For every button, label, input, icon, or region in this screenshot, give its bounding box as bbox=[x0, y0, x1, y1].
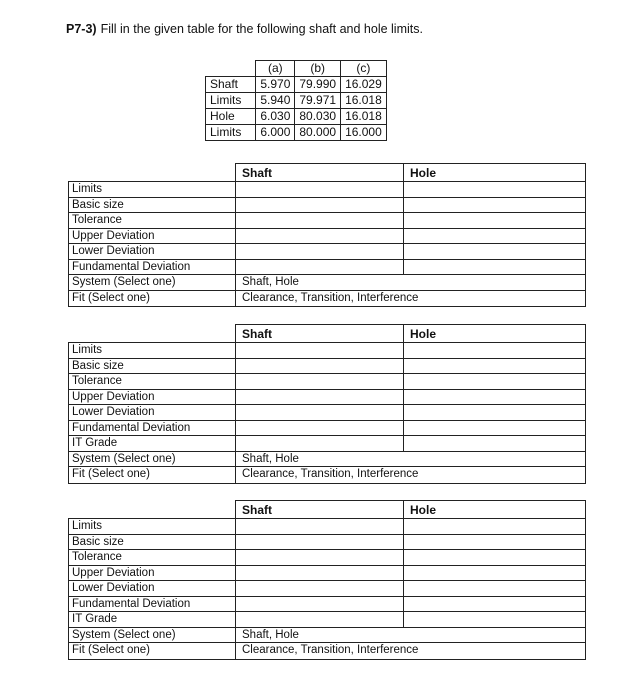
row-label: Basic size bbox=[69, 198, 236, 214]
answer-row bbox=[236, 244, 585, 260]
hole-answer-cell[interactable] bbox=[404, 359, 585, 374]
shaft-answer-cell[interactable] bbox=[236, 597, 404, 612]
limits-header: (b) bbox=[295, 61, 341, 77]
hole-answer-cell[interactable] bbox=[404, 198, 585, 213]
limits-row-label: Limits bbox=[206, 125, 256, 141]
hole-column-header: Hole bbox=[410, 327, 437, 341]
shaft-answer-cell[interactable] bbox=[236, 566, 404, 581]
limits-row bbox=[206, 77, 387, 93]
answer-grid bbox=[235, 163, 586, 307]
fit-options[interactable]: Clearance, Transition, Interference bbox=[242, 468, 419, 480]
limits-header: (a) bbox=[256, 61, 295, 77]
limits-header-row bbox=[206, 61, 387, 77]
limits-value: 16.000 bbox=[341, 125, 387, 141]
hole-answer-cell[interactable] bbox=[404, 390, 585, 405]
limits-row bbox=[206, 109, 387, 125]
answer-row bbox=[236, 519, 585, 535]
row-label: Upper Deviation bbox=[69, 566, 236, 582]
row-label: Limits bbox=[69, 182, 236, 198]
answer-row bbox=[236, 405, 585, 421]
limits-row bbox=[206, 93, 387, 109]
row-label: Fundamental Deviation bbox=[69, 597, 236, 613]
shaft-answer-cell[interactable] bbox=[236, 213, 404, 228]
fit-label: Fit (Select one) bbox=[72, 468, 150, 480]
hole-answer-cell[interactable] bbox=[404, 405, 585, 420]
limits-value: 5.970 bbox=[256, 77, 295, 93]
limits-value: 6.000 bbox=[256, 125, 295, 141]
limits-value: 79.971 bbox=[295, 93, 341, 109]
answer-row bbox=[236, 550, 585, 566]
answer-row bbox=[236, 390, 585, 406]
hole-answer-cell[interactable] bbox=[404, 550, 585, 565]
hole-answer-cell[interactable] bbox=[404, 566, 585, 581]
answer-grid bbox=[235, 324, 586, 484]
row-labels bbox=[68, 181, 236, 307]
limits-value: 6.030 bbox=[256, 109, 295, 125]
shaft-answer-cell[interactable] bbox=[236, 390, 404, 405]
row-label: Lower Deviation bbox=[69, 244, 236, 260]
shaft-answer-cell[interactable] bbox=[236, 519, 404, 534]
answer-row bbox=[236, 213, 585, 229]
hole-answer-cell[interactable] bbox=[404, 182, 585, 197]
limits-row-label: Hole bbox=[206, 109, 256, 125]
answer-row bbox=[236, 374, 585, 390]
row-label: IT Grade bbox=[69, 612, 236, 628]
shaft-answer-cell[interactable] bbox=[236, 550, 404, 565]
shaft-answer-cell[interactable] bbox=[236, 244, 404, 259]
answer-row bbox=[236, 597, 585, 613]
hole-answer-cell[interactable] bbox=[404, 519, 585, 534]
hole-answer-cell[interactable] bbox=[404, 244, 585, 259]
shaft-column-header: Shaft bbox=[236, 501, 404, 518]
system-options[interactable]: Shaft, Hole bbox=[236, 452, 585, 468]
row-label: Limits bbox=[69, 343, 236, 359]
shaft-answer-cell[interactable] bbox=[236, 581, 404, 596]
shaft-answer-cell[interactable] bbox=[236, 374, 404, 389]
fit-label: Fit (Select one) bbox=[72, 291, 150, 304]
shaft-answer-cell[interactable] bbox=[236, 612, 404, 627]
hole-answer-cell[interactable] bbox=[404, 581, 585, 596]
row-label: Lower Deviation bbox=[69, 405, 236, 421]
system-options[interactable]: Shaft, Hole bbox=[236, 275, 585, 291]
limits-table bbox=[205, 60, 387, 141]
hole-answer-cell[interactable] bbox=[404, 213, 585, 228]
limits-row-label: Shaft bbox=[206, 77, 256, 93]
row-label: Basic size bbox=[69, 535, 236, 551]
limits-value: 16.018 bbox=[341, 93, 387, 109]
shaft-answer-cell[interactable] bbox=[236, 229, 404, 244]
answer-row bbox=[236, 581, 585, 597]
limits-value: 80.030 bbox=[295, 109, 341, 125]
problem-text: Fill in the given table for the following shaft and hole limits. bbox=[100, 22, 423, 36]
limits-value: 79.990 bbox=[295, 77, 341, 93]
hole-column-header: Hole bbox=[410, 166, 437, 180]
system-label: System (Select one) bbox=[69, 452, 236, 468]
limits-row-label: Limits bbox=[206, 93, 256, 109]
row-labels bbox=[68, 342, 236, 484]
shaft-answer-cell[interactable] bbox=[236, 405, 404, 420]
answer-row bbox=[236, 421, 585, 437]
answer-row bbox=[236, 260, 585, 276]
row-label: Basic size bbox=[69, 359, 236, 375]
limits-value: 16.029 bbox=[341, 77, 387, 93]
problem-title bbox=[66, 22, 423, 36]
shaft-answer-cell[interactable] bbox=[236, 260, 404, 275]
row-label: Tolerance bbox=[69, 213, 236, 229]
hole-answer-cell[interactable] bbox=[404, 436, 585, 451]
row-label: Tolerance bbox=[69, 550, 236, 566]
hole-answer-cell[interactable] bbox=[404, 374, 585, 389]
shaft-answer-cell[interactable] bbox=[236, 198, 404, 213]
hole-answer-cell[interactable] bbox=[404, 343, 585, 358]
limits-row bbox=[206, 125, 387, 141]
answer-row bbox=[236, 535, 585, 551]
system-options[interactable]: Shaft, Hole bbox=[236, 628, 585, 644]
row-label: Upper Deviation bbox=[69, 390, 236, 406]
hole-answer-cell[interactable] bbox=[404, 260, 585, 275]
row-label: Limits bbox=[69, 519, 236, 535]
answer-row bbox=[236, 229, 585, 245]
fit-options[interactable]: Clearance, Transition, Interference bbox=[242, 644, 419, 656]
limits-header: (c) bbox=[341, 61, 387, 77]
answer-row bbox=[236, 436, 585, 452]
row-label: Fundamental Deviation bbox=[69, 260, 236, 276]
limits-value: 16.018 bbox=[341, 109, 387, 125]
problem-number: P7-3) bbox=[66, 22, 97, 36]
answer-row bbox=[236, 612, 585, 628]
shaft-answer-cell[interactable] bbox=[236, 343, 404, 358]
system-label: System (Select one) bbox=[69, 275, 236, 291]
hole-answer-cell[interactable] bbox=[404, 535, 585, 550]
hole-answer-cell[interactable] bbox=[404, 229, 585, 244]
row-label: Lower Deviation bbox=[69, 581, 236, 597]
hole-column-header: Hole bbox=[410, 503, 437, 517]
shaft-answer-cell[interactable] bbox=[236, 421, 404, 436]
hole-answer-cell[interactable] bbox=[404, 597, 585, 612]
row-label: Fundamental Deviation bbox=[69, 421, 236, 437]
shaft-answer-cell[interactable] bbox=[236, 359, 404, 374]
answer-grid bbox=[235, 500, 586, 660]
row-label: Tolerance bbox=[69, 374, 236, 390]
answer-row bbox=[236, 359, 585, 375]
hole-answer-cell[interactable] bbox=[404, 421, 585, 436]
answer-row bbox=[236, 198, 585, 214]
shaft-column-header: Shaft bbox=[236, 325, 404, 342]
row-labels bbox=[68, 518, 236, 660]
shaft-answer-cell[interactable] bbox=[236, 535, 404, 550]
row-label: IT Grade bbox=[69, 436, 236, 452]
answer-row bbox=[236, 566, 585, 582]
fit-label: Fit (Select one) bbox=[72, 644, 150, 656]
shaft-column-header: Shaft bbox=[236, 164, 404, 181]
fit-options[interactable]: Clearance, Transition, Interference bbox=[242, 291, 419, 304]
limits-value: 5.940 bbox=[256, 93, 295, 109]
hole-answer-cell[interactable] bbox=[404, 612, 585, 627]
shaft-answer-cell[interactable] bbox=[236, 182, 404, 197]
row-label: Upper Deviation bbox=[69, 229, 236, 245]
limits-value: 80.000 bbox=[295, 125, 341, 141]
shaft-answer-cell[interactable] bbox=[236, 436, 404, 451]
answer-row bbox=[236, 343, 585, 359]
answer-row bbox=[236, 182, 585, 198]
system-label: System (Select one) bbox=[69, 628, 236, 644]
